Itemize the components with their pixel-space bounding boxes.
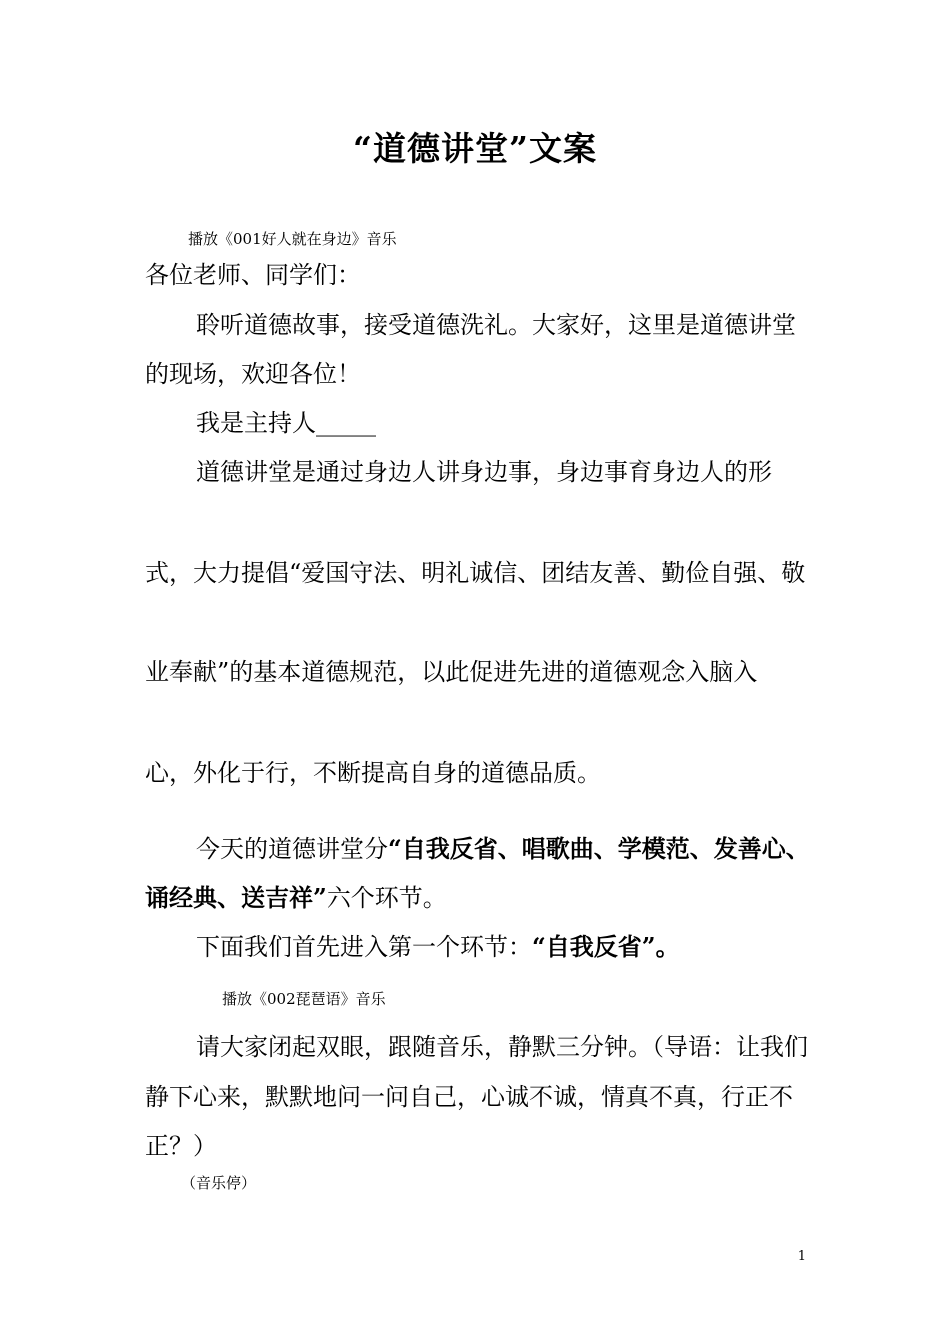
music-stop-note: （音乐停） bbox=[181, 1174, 257, 1192]
first-section-line bbox=[196, 931, 680, 963]
first-section-name: “自我反省”。 bbox=[532, 932, 680, 961]
reflect-line-1: 请大家闭起双眼，跟随音乐，静默三分钟。（导语：让我们 bbox=[196, 1033, 808, 1061]
greeting: 各位老师、同学们： bbox=[145, 261, 361, 289]
intro-line-1: 聆听道德故事，接受道德洗礼。大家好，这里是道德讲堂 bbox=[196, 311, 796, 339]
description-line-3: 业奉献”的基本道德规范，以此促进先进的道德观念入脑入 bbox=[145, 658, 758, 686]
music-note-1: 播放《001好人就在身边》音乐 bbox=[188, 230, 397, 248]
host-line: 我是主持人_____ bbox=[196, 409, 376, 437]
reflect-line-2: 静下心来，默默地问一问自己，心诚不诚，情真不真，行正不 bbox=[145, 1083, 793, 1111]
description-line-4: 心，外化于行，不断提高自身的道德品质。 bbox=[145, 759, 601, 787]
first-section-lead: 下面我们首先进入第一个环节： bbox=[196, 933, 532, 961]
description-line-1: 道德讲堂是通过身边人讲身边事，身边事育身边人的形 bbox=[196, 458, 772, 486]
document-title: “道德讲堂”文案 bbox=[353, 129, 597, 168]
reflect-line-3: 正？） bbox=[145, 1132, 217, 1160]
sections-line-2 bbox=[145, 882, 447, 914]
intro-line-2: 的现场，欢迎各位！ bbox=[145, 360, 361, 388]
sections-count: 六个环节。 bbox=[326, 884, 447, 912]
sections-list: “自我反省、唱歌曲、学模范、发善心、 bbox=[388, 834, 810, 863]
page-number: 1 bbox=[797, 1249, 806, 1264]
sections-list-end: 诵经典、送吉祥” bbox=[145, 883, 327, 912]
sections-line-1 bbox=[196, 833, 810, 865]
music-note-2: 播放《002琵琶语》音乐 bbox=[222, 990, 386, 1008]
description-line-2: 式，大力提倡“爱国守法、明礼诚信、团结友善、勤俭自强、敬 bbox=[145, 559, 806, 587]
sections-lead: 今天的道德讲堂分 bbox=[196, 835, 388, 863]
